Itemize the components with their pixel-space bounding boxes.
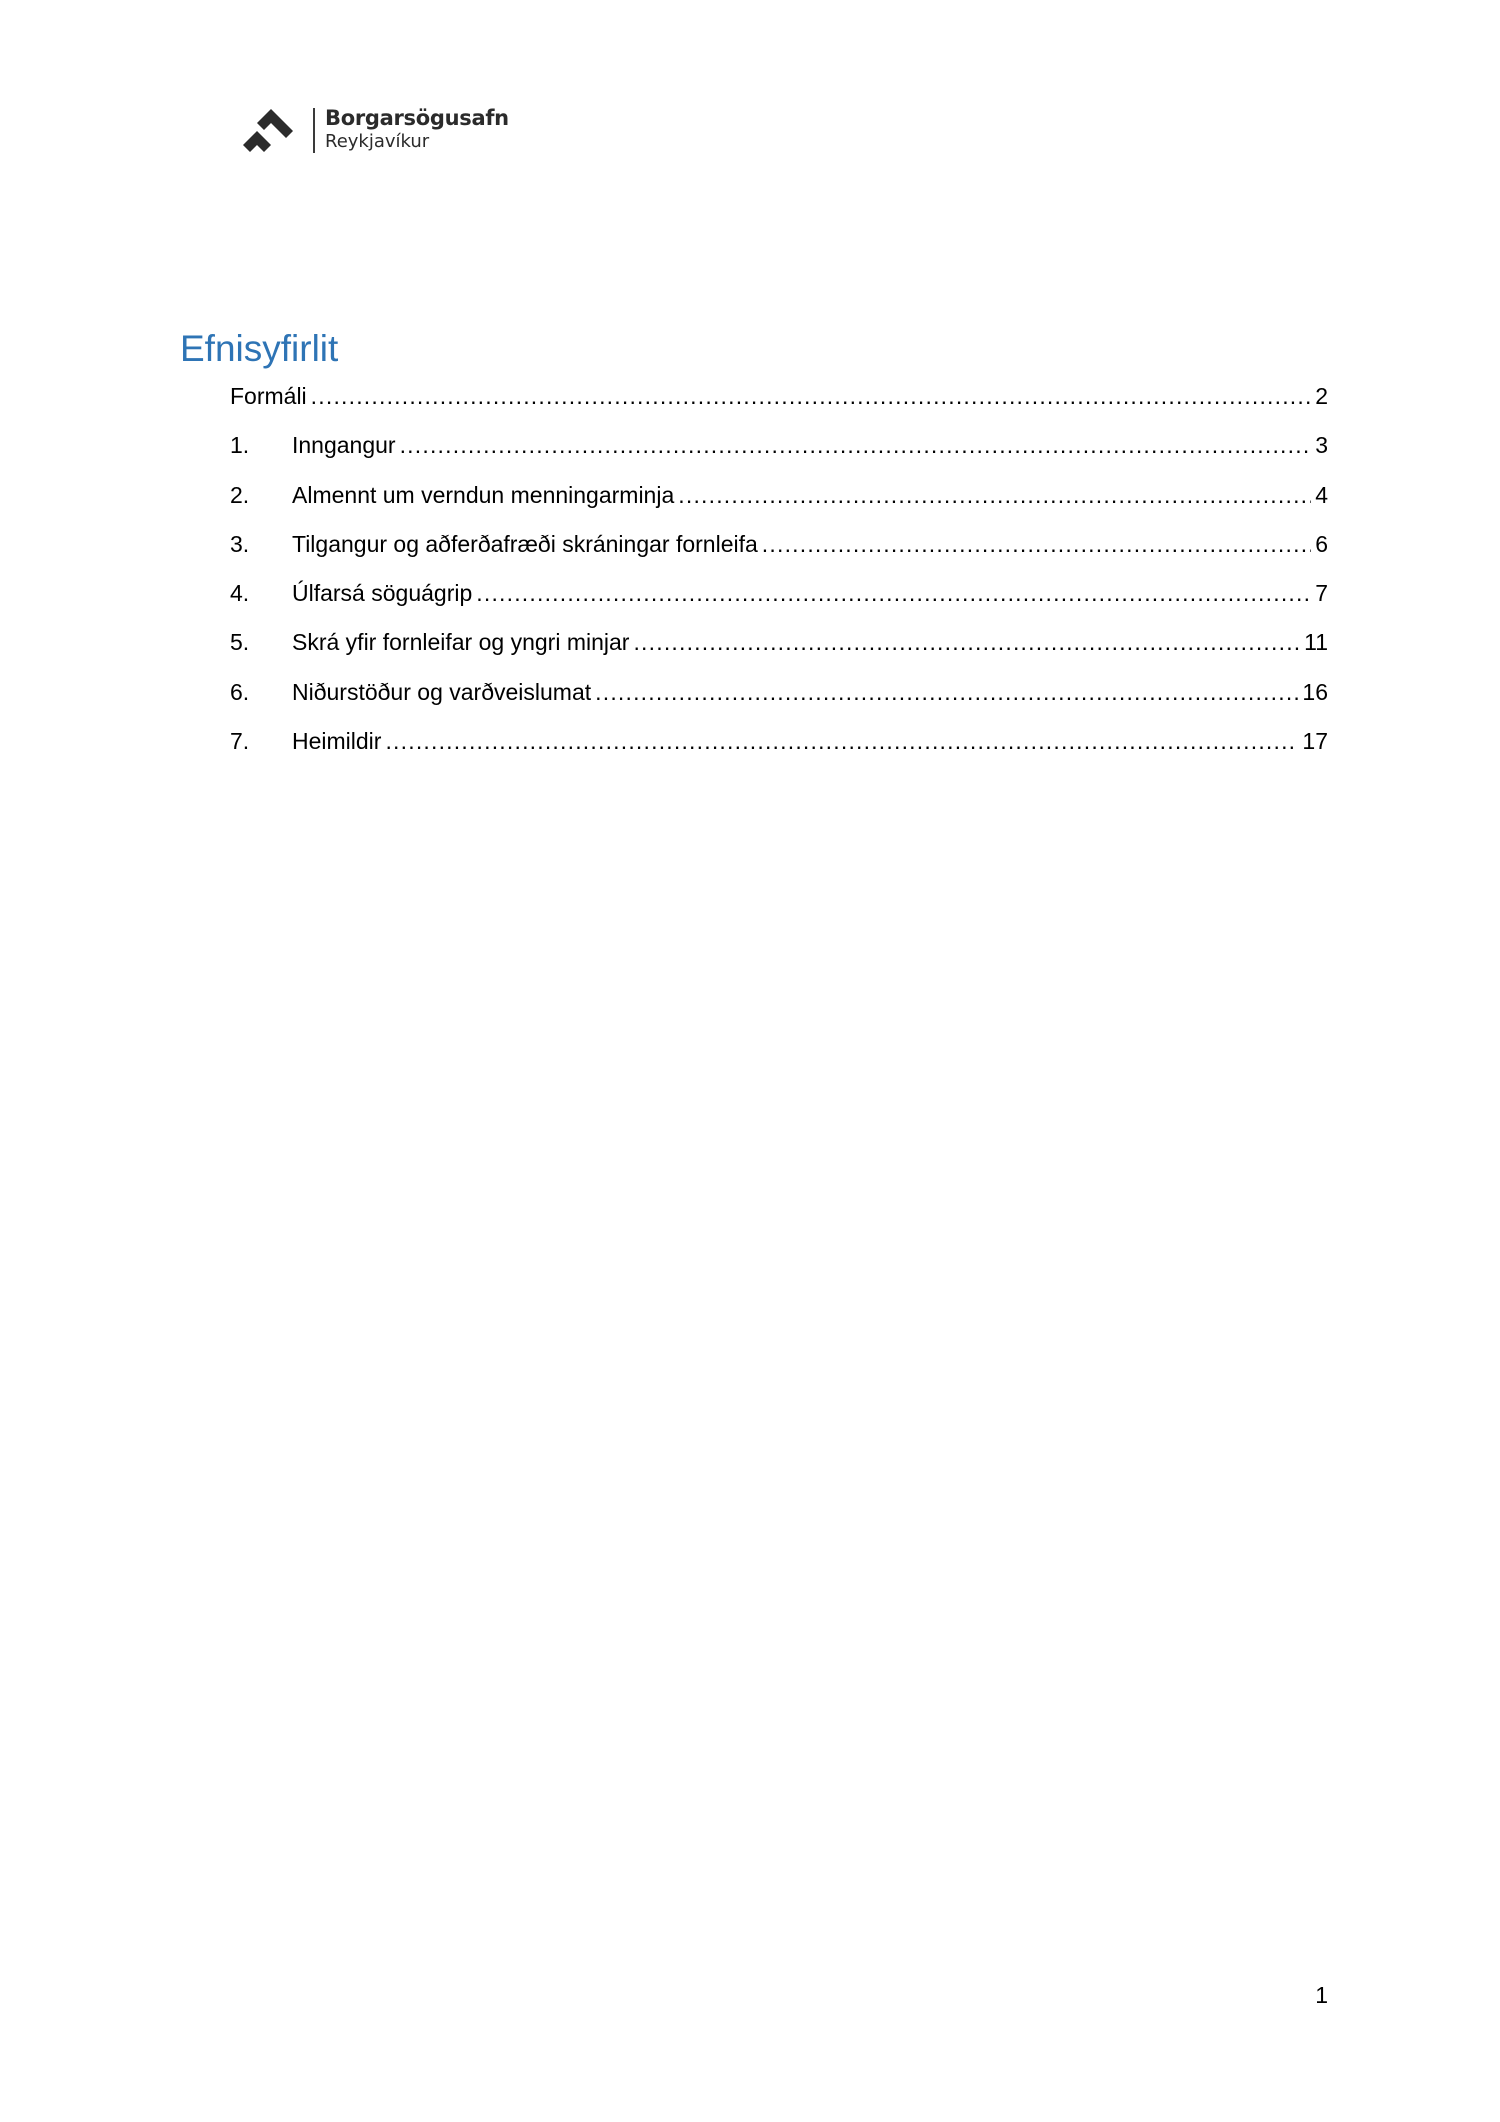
toc-entry-number: 1. <box>230 432 250 459</box>
logo-name: Borgarsögusafn <box>325 106 509 130</box>
toc-entry-7[interactable] <box>230 723 1328 772</box>
toc-leader-dots <box>678 477 1311 513</box>
toc-entry-2[interactable] <box>230 477 1328 526</box>
toc-entry-title: Tilgangur og aðferðafræði skráningar fornleifa <box>292 530 758 557</box>
toc-entry-title: Skrá yfir fornleifar og yngri minjar <box>292 629 630 656</box>
logo-subtitle: Reykjavíkur <box>325 131 430 152</box>
toc-entry-page: 17 <box>1302 728 1328 755</box>
roof-chevron-logo-icon <box>243 107 299 157</box>
toc-entry-page: 16 <box>1302 678 1328 705</box>
toc-entry-title: Formáli <box>230 383 307 409</box>
toc-entry-number: 6. <box>230 678 250 705</box>
toc-entry-page: 3 <box>1315 432 1328 459</box>
toc-entry-number: 5. <box>230 629 250 656</box>
toc-entry-number: 7. <box>230 728 250 755</box>
toc-entry-title: Úlfarsá söguágrip <box>292 580 473 607</box>
toc-entry-page: 11 <box>1304 629 1328 656</box>
toc-entry-1[interactable] <box>230 427 1328 476</box>
toc-entry-title: Niðurstöður og varðveislumat <box>292 678 592 705</box>
toc-entry-page: 2 <box>1315 383 1328 409</box>
toc-leader-dots <box>385 723 1298 759</box>
toc-leader-dots <box>595 674 1298 710</box>
toc-entry-title: Almennt um verndun menningarminja <box>292 481 675 508</box>
table-of-contents <box>230 378 1328 772</box>
toc-entry-title: Heimildir <box>292 728 382 755</box>
page-number: 1 <box>1315 1982 1328 2008</box>
toc-entry-number: 4. <box>230 580 250 607</box>
toc-entry-3[interactable] <box>230 526 1328 575</box>
toc-entry-number: 3. <box>230 530 250 557</box>
toc-entry-4[interactable] <box>230 575 1328 624</box>
toc-entry-6[interactable] <box>230 674 1328 723</box>
toc-leader-dots <box>400 427 1312 463</box>
toc-entry-page: 7 <box>1315 580 1328 607</box>
toc-leader-dots <box>633 624 1300 660</box>
logo-divider <box>313 108 315 153</box>
toc-entry-formali[interactable] <box>230 378 1328 427</box>
toc-leader-dots <box>311 378 1312 414</box>
logo <box>243 105 523 159</box>
toc-entry-page: 4 <box>1315 481 1328 508</box>
toc-entry-title: Inngangur <box>292 432 396 459</box>
toc-entry-5[interactable] <box>230 624 1328 673</box>
toc-leader-dots <box>476 575 1311 611</box>
toc-heading: Efnisyfirlit <box>180 328 339 369</box>
toc-entry-page: 6 <box>1315 530 1328 557</box>
toc-leader-dots <box>762 526 1311 562</box>
toc-entry-number: 2. <box>230 481 250 508</box>
